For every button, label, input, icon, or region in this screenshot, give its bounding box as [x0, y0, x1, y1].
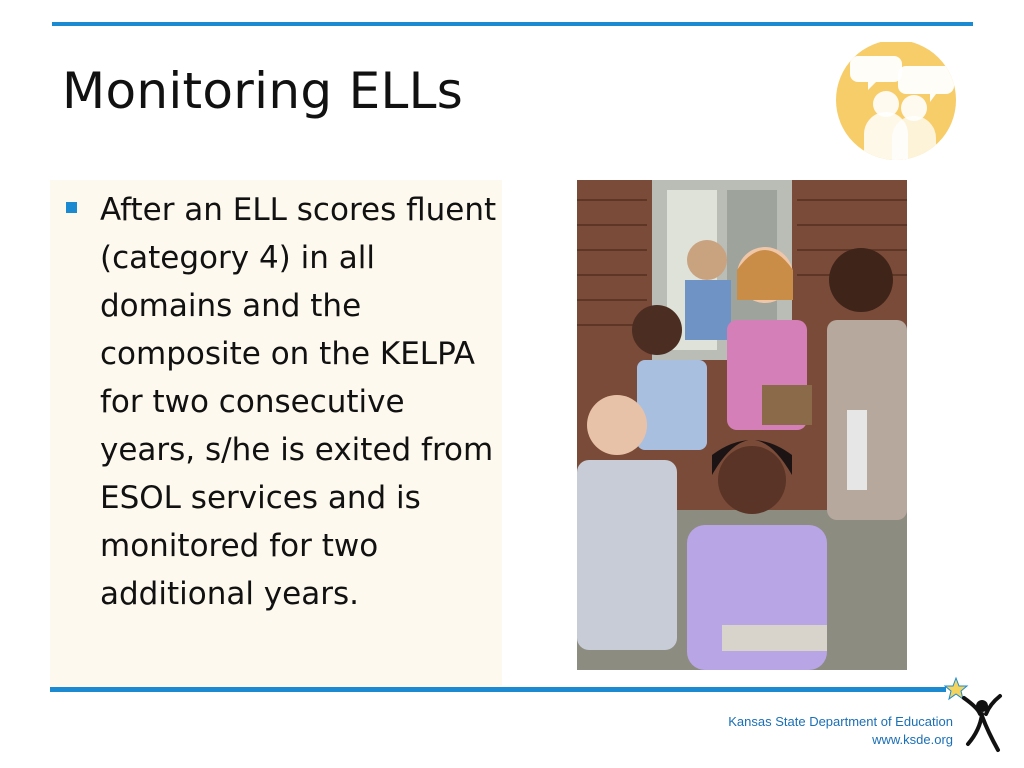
- speech-bubbles-icon: [828, 42, 966, 164]
- ksde-star-figure-icon: [944, 676, 1006, 756]
- footer-url[interactable]: www.ksde.org: [872, 732, 953, 747]
- top-divider: [52, 22, 973, 26]
- slide-title: Monitoring ELLs: [62, 62, 464, 120]
- students-photo: [577, 180, 907, 670]
- bottom-divider: [50, 687, 946, 692]
- content-panel: [50, 180, 502, 686]
- footer-organization: Kansas State Department of Education: [728, 714, 953, 729]
- bullet-marker: [66, 202, 77, 213]
- bullet-text: After an ELL scores fluent (category 4) in all domains and the composite on the KELPA for two consecutive years, s/he is exited from ESOL services and is monitored for two additional years.: [100, 192, 497, 612]
